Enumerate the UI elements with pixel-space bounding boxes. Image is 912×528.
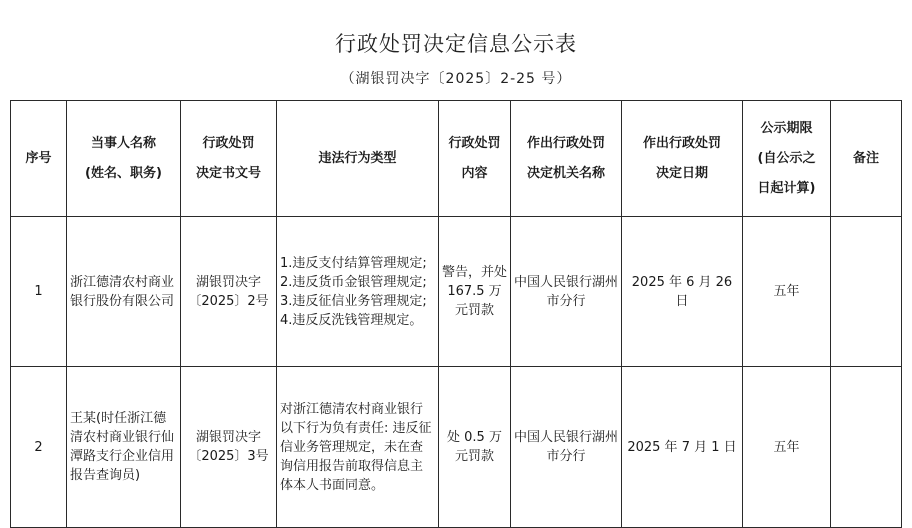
cell-period: 五年 <box>743 217 831 367</box>
cell-remark <box>831 367 902 528</box>
header-content: 行政处罚 内容 <box>439 101 511 217</box>
cell-authority: 中国人民银行湖州市分行 <box>511 217 622 367</box>
page-title: 行政处罚决定信息公示表 <box>335 32 577 56</box>
cell-date: 2025 年 7 月 1 日 <box>622 367 743 528</box>
cell-authority: 中国人民银行湖州市分行 <box>511 367 622 528</box>
cell-party: 王某(时任浙江德清农村商业银行仙潭路支行企业信用报告查询员) <box>67 367 181 528</box>
header-date: 作出行政处罚 决定日期 <box>622 101 743 217</box>
cell-violation: 对浙江德清农村商业银行以下行为负有责任: 违反征信业务管理规定，未在查询信用报告前取得信息主体本人书面同意。 <box>277 367 439 528</box>
header-party: 当事人名称 (姓名、职务) <box>67 101 181 217</box>
table-row <box>11 367 902 528</box>
header-violation: 违法行为类型 <box>277 101 439 217</box>
table-row <box>11 217 902 367</box>
header-doc-no: 行政处罚 决定书文号 <box>181 101 277 217</box>
cell-violation: 1.违反支付结算管理规定; 2.违反货币金银管理规定; 3.违反征信业务管理规定; 4.违反反洗钱管理规定。 <box>277 217 439 367</box>
header-remark: 备注 <box>831 101 902 217</box>
cell-period: 五年 <box>743 367 831 528</box>
header-seq: 序号 <box>11 101 67 217</box>
cell-content: 处 0.5 万元罚款 <box>439 367 511 528</box>
header-row <box>11 101 902 217</box>
cell-remark <box>831 217 902 367</box>
cell-party: 浙江德清农村商业银行股份有限公司 <box>67 217 181 367</box>
cell-seq: 1 <box>11 217 67 367</box>
document-number: （湖银罚决字〔2025〕2-25 号） <box>340 71 572 87</box>
cell-seq: 2 <box>11 367 67 528</box>
cell-doc-no: 湖银罚决字〔2025〕2号 <box>181 217 277 367</box>
header-period: 公示期限 (自公示之 日起计算) <box>743 101 831 217</box>
penalty-table <box>10 100 902 528</box>
header-authority: 作出行政处罚 决定机关名称 <box>511 101 622 217</box>
cell-doc-no: 湖银罚决字〔2025〕3号 <box>181 367 277 528</box>
cell-date: 2025 年 6 月 26 日 <box>622 217 743 367</box>
cell-content: 警告，并处 167.5 万元罚款 <box>439 217 511 367</box>
